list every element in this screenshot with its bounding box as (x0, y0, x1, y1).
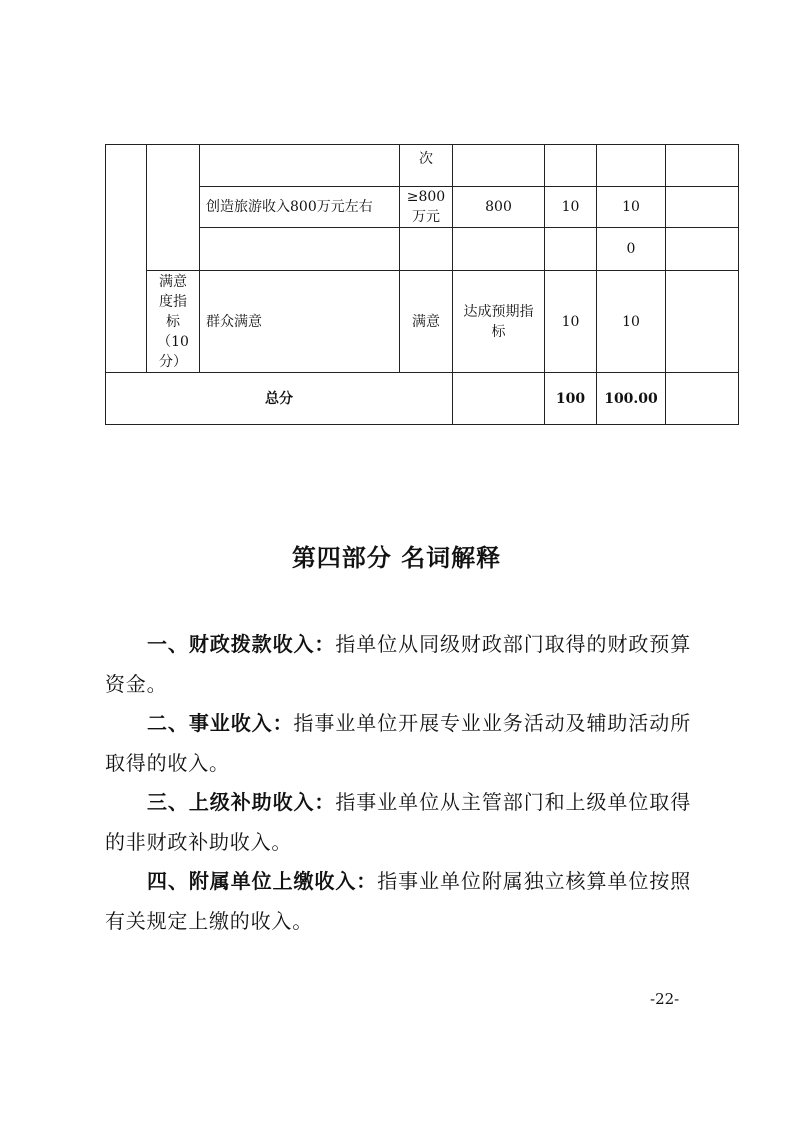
indicator-cell: 群众满意 (199, 270, 399, 372)
unit-cell: 次 (399, 144, 452, 186)
term-label: 四、附属单位上缴收入： (147, 869, 378, 893)
table-cell (199, 144, 399, 186)
total-score: 100.00 (596, 372, 665, 425)
table-cell (665, 227, 739, 270)
table-cell (452, 372, 544, 425)
total-label: 总分 (105, 372, 452, 425)
term-label: 一、财政拨款收入： (147, 632, 336, 656)
weight-cell: 10 (544, 186, 596, 227)
table-cell (665, 186, 739, 227)
score-cell: 0 (596, 227, 665, 270)
score-cell: 10 (596, 270, 665, 372)
page-number: -22- (650, 990, 680, 1008)
term-label: 三、上级补助收入： (147, 790, 336, 814)
table-cell (399, 227, 452, 270)
table-cell (452, 227, 544, 270)
weight-cell: 10 (544, 270, 596, 372)
term-paragraph (105, 783, 691, 862)
indicator-cell: 创造旅游收入800万元左右 (199, 186, 399, 227)
term-definition: 指事业单位从主管部门和上级单位取得的非财政补助收入。 (105, 790, 691, 854)
term-definition: 指事业单位附属独立核算单位按照有关规定上缴的收入。 (105, 869, 691, 933)
table-cell (105, 144, 146, 372)
term-label: 二、事业收入： (147, 711, 294, 735)
term-paragraph (105, 625, 691, 704)
term-definition: 指单位从同级财政部门取得的财政预算资金。 (105, 632, 691, 696)
score-cell: 10 (596, 186, 665, 227)
table-cell (596, 144, 665, 186)
table-cell (665, 372, 739, 425)
term-definition: 指事业单位开展专业业务活动及辅助活动所取得的收入。 (105, 711, 691, 775)
table-cell (199, 227, 399, 270)
category-cell: 满意度指标（10分） (146, 270, 199, 372)
total-weight: 100 (544, 372, 596, 425)
performance-table (105, 144, 739, 425)
target-cell: 满意 (399, 270, 452, 372)
section-title: 第四部分 名词解释 (291, 543, 502, 572)
table-cell (544, 144, 596, 186)
table-cell (452, 144, 544, 186)
term-paragraph (105, 704, 691, 783)
table-cell (544, 227, 596, 270)
table-cell (665, 270, 739, 372)
target-cell: ≥800万元 (399, 186, 452, 227)
actual-cell: 达成预期指标 (452, 270, 544, 372)
table-cell (665, 144, 739, 186)
table-cell (146, 144, 199, 270)
actual-cell: 800 (452, 186, 544, 227)
term-paragraph (105, 862, 691, 941)
